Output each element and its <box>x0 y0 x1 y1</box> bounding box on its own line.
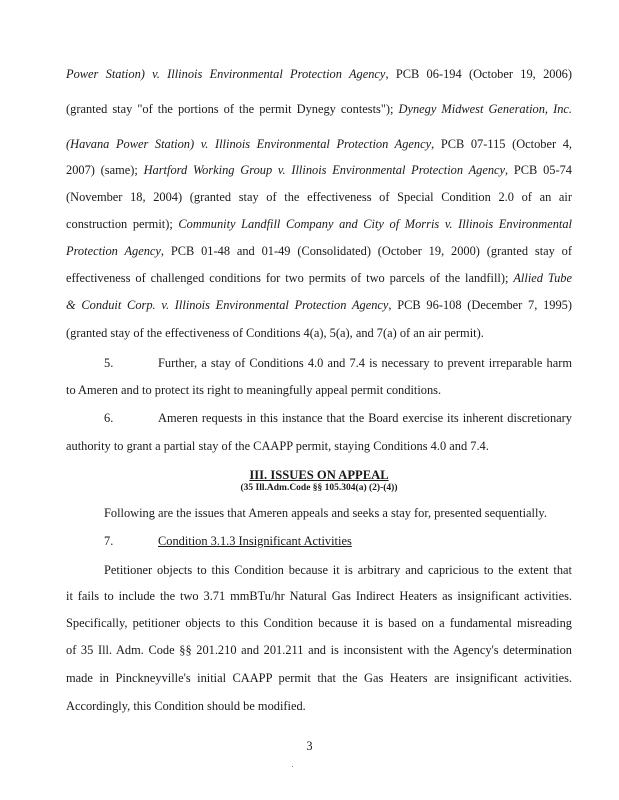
text-segment: (granted stay of the effectiveness of Conditions 4(a), 5(a), and 7(a) of an air permit). <box>66 326 484 340</box>
case-citation: & Conduit Corp. v. Illinois Environmental Protection Agency <box>66 298 389 312</box>
body-line <box>66 588 572 604</box>
body-line <box>66 438 572 454</box>
body-line <box>66 642 572 658</box>
body-line <box>66 670 572 686</box>
scan-speck <box>292 766 293 767</box>
text-segment: made in Pinckneyville's initial CAAPP permit that the Gas Heaters are insignificant activities. <box>66 671 572 685</box>
text-segment: , PCB 01-48 and 01-49 (Consolidated) (October 19, 2000) (granted stay of <box>160 244 572 258</box>
text-segment: Specifically, petitioner objects to this Condition because it is based on a fundamental misreading <box>66 616 572 630</box>
section-subtitle: Condition 3.1.3 Insignificant Activities <box>158 534 352 548</box>
body-line <box>66 136 572 152</box>
text-segment: of 35 Ill. Adm. Code §§ 201.210 and 201.211 and is inconsistent with the Agency's determination <box>66 643 572 657</box>
text-segment: Further, a stay of Conditions 4.0 and 7.4 is necessary to prevent irreparable harm <box>158 356 572 370</box>
text-segment: (granted stay "of the portions of the permit Dynegy contests"); <box>66 102 399 116</box>
section-citation: (35 Ill.Adm.Code §§ 105.304(a) (2)-(4)) <box>240 483 398 493</box>
body-line <box>66 66 572 82</box>
section-title: III. ISSUES ON APPEAL <box>249 468 389 482</box>
intro-line <box>104 505 572 521</box>
body-line <box>66 382 572 398</box>
case-citation: (Havana Power Station) v. Illinois Environmental Protection Agency <box>66 137 432 151</box>
section-heading <box>66 467 572 483</box>
body-line <box>66 243 572 259</box>
text-segment: it fails to include the two 3.71 mmBTu/hr Natural Gas Indirect Heaters as insignificant activities. <box>66 589 572 603</box>
body-line <box>66 162 572 178</box>
body-line <box>66 189 572 205</box>
paragraph-line <box>104 562 572 578</box>
text-segment: to Ameren and to protect its right to meaningfully appeal permit conditions. <box>66 383 442 397</box>
text-segment: Ameren requests in this instance that the Board exercise its inherent discretionary <box>158 411 572 425</box>
text-segment: Following are the issues that Ameren appeals and seeks a stay for, presented sequentially. <box>104 506 547 520</box>
body-line <box>66 698 572 714</box>
text-segment: 2007) (same); <box>66 163 144 177</box>
text-segment: , PCB 07-115 (October 4, <box>431 137 572 151</box>
text-segment: construction permit); <box>66 217 179 231</box>
text-segment: effectiveness of challenged conditions for two permits of two parcels of the landfill); <box>66 271 514 285</box>
text-segment: , PCB 96-108 (December 7, 1995) <box>388 298 573 312</box>
text-segment: , PCB 06-194 (October 19, 2006) <box>385 67 572 81</box>
case-citation: Community Landfill Company and City of Morris v. Illinois Environmental <box>178 217 572 231</box>
paragraph-number: 7. <box>104 534 114 548</box>
case-citation: Protection Agency <box>66 244 161 258</box>
text-segment: , PCB 05-74 <box>505 163 572 177</box>
body-line <box>66 216 572 232</box>
text-segment: Accordingly, this Condition should be modified. <box>66 699 306 713</box>
case-citation: Power Station) v. Illinois Environmental Protection Agency <box>66 67 386 81</box>
body-line <box>66 297 572 313</box>
body-line <box>66 615 572 631</box>
case-citation: Dynegy Midwest Generation, Inc. <box>398 102 572 116</box>
body-line <box>66 325 572 341</box>
paragraph-number: 6. <box>104 411 114 425</box>
text-segment: (November 18, 2004) (granted stay of the effectiveness of Special Condition 2.0 of an air <box>66 190 572 204</box>
paragraph-7-heading <box>104 533 572 549</box>
paragraph-5-line <box>104 355 572 371</box>
page-number: 3 <box>306 739 313 753</box>
paragraph-number: 5. <box>104 356 114 370</box>
case-citation: Hartford Working Group v. Illinois Environmental Protection Agency <box>143 163 506 177</box>
text-segment: Petitioner objects to this Condition because it is arbitrary and capricious to the extent that <box>104 563 572 577</box>
body-line <box>66 101 572 117</box>
case-citation: Allied Tube <box>513 271 572 285</box>
body-line <box>66 270 572 286</box>
paragraph-6-line <box>104 410 572 426</box>
text-segment: authority to grant a partial stay of the CAAPP permit, staying Conditions 4.0 and 7.4. <box>66 439 489 453</box>
